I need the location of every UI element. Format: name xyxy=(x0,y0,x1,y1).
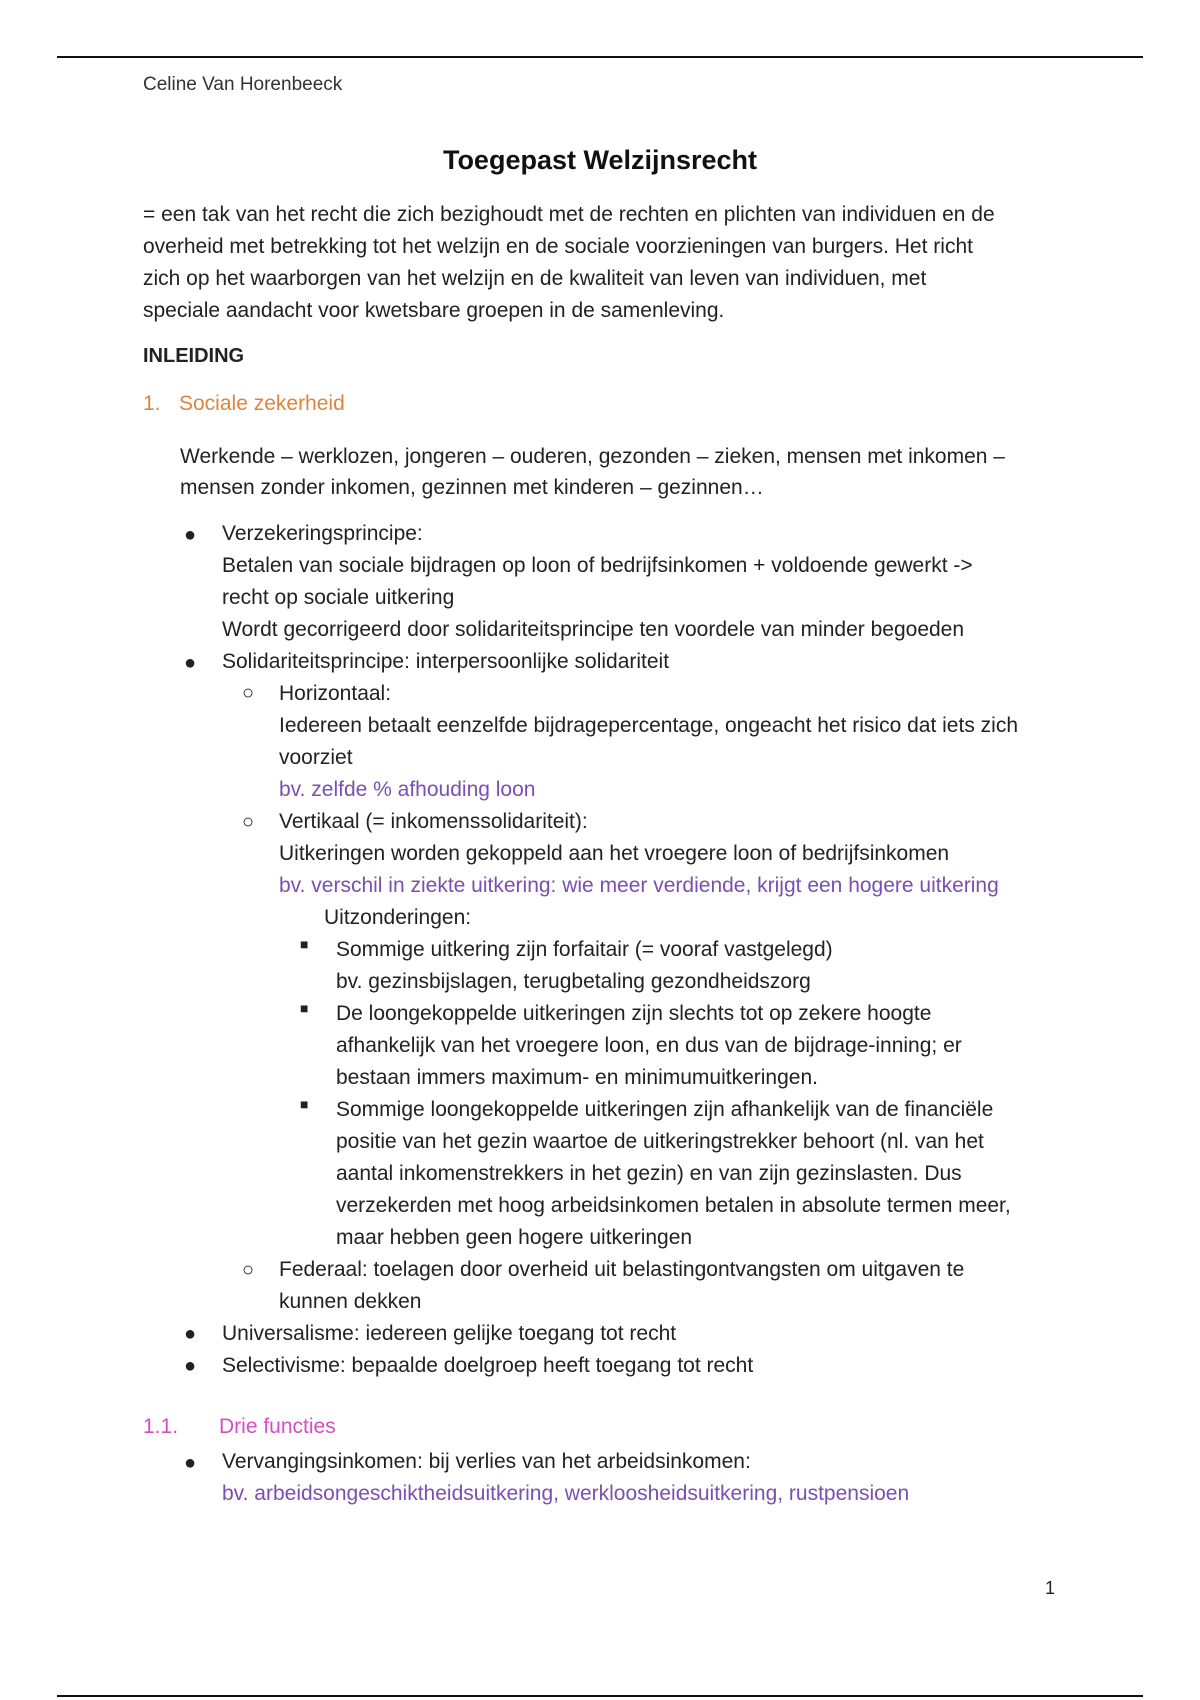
list-line: Wordt gecorrigeerd door solidariteitsprincipe ten voordele van minder begoeden xyxy=(222,618,965,641)
example-line: bv. arbeidsongeschiktheidsuitkering, werkloosheidsuitkering, rustpensioen xyxy=(222,1482,910,1505)
list-item-horizontaal xyxy=(279,678,1018,806)
list-line: voorziet xyxy=(279,746,353,769)
intro-line: speciale aandacht voor kwetsbare groepen in de samenleving. xyxy=(143,299,725,322)
bullet-square-icon: ■ xyxy=(300,1000,309,1016)
intro-line: overheid met betrekking tot het welzijn en de sociale voorzieningen van burgers. Het richt xyxy=(143,235,973,258)
list-line: bv. gezinsbijslagen, terugbetaling gezondheidszorg xyxy=(336,970,811,993)
footer-rule xyxy=(57,1695,1143,1697)
exception-item xyxy=(336,1094,1011,1254)
header-rule xyxy=(57,56,1143,58)
bullet-circle-icon: ○ xyxy=(242,811,255,833)
bullet-circle-icon: ○ xyxy=(242,682,255,704)
page-number: 1 xyxy=(1045,1578,1056,1598)
list-item-vervangingsinkomen xyxy=(222,1446,909,1510)
heading-1-1 xyxy=(143,1415,336,1439)
bullet-disc-icon: ● xyxy=(184,1355,197,1377)
example-line: bv. zelfde % afhouding loon xyxy=(279,778,536,801)
intro-line: = een tak van het recht die zich bezighoudt met de rechten en plichten van individuen en de xyxy=(143,203,995,226)
heading-text: Sociale zekerheid xyxy=(179,392,345,415)
exception-item xyxy=(336,998,962,1094)
list-item-verzekeringsprincipe xyxy=(222,518,973,646)
bullet-disc-icon: ● xyxy=(184,1323,197,1345)
document-title: Toegepast Welzijnsrecht xyxy=(442,145,758,175)
heading-number: 1. xyxy=(143,392,161,415)
list-line: maar hebben geen hogere uitkeringen xyxy=(336,1226,693,1249)
list-line: kunnen dekken xyxy=(279,1290,422,1313)
bullet-square-icon: ■ xyxy=(300,936,309,952)
list-line: bestaan immers maximum- en minimumuitkeringen. xyxy=(336,1066,818,1089)
list-line: Iedereen betaalt eenzelfde bijdragepercentage, ongeacht het risico dat iets zich xyxy=(279,714,1018,737)
groups-line: mensen zonder inkomen, gezinnen met kinderen – gezinnen… xyxy=(180,476,764,499)
exceptions-label: Uitzonderingen: xyxy=(324,906,472,929)
list-item-verticaal xyxy=(279,806,999,902)
heading-text: Drie functies xyxy=(219,1415,336,1438)
heading-1 xyxy=(143,392,345,416)
bullet-disc-icon: ● xyxy=(184,1452,197,1474)
list-line: De loongekoppelde uitkeringen zijn slechts tot op zekere hoogte xyxy=(336,1002,932,1025)
list-line: Verzekeringsprincipe: xyxy=(222,522,423,545)
groups-paragraph xyxy=(180,441,1060,503)
section-heading: INLEIDING xyxy=(143,345,245,367)
list-line: recht op sociale uitkering xyxy=(222,586,455,609)
list-line: Betalen van sociale bijdragen op loon of bedrijfsinkomen + voldoende gewerkt -> xyxy=(222,554,973,577)
list-line: positie van het gezin waartoe de uitkeringstrekker behoort (nl. van het xyxy=(336,1130,984,1153)
list-line: Sommige uitkering zijn forfaitair (= vooraf vastgelegd) xyxy=(336,938,833,961)
list-line: aantal inkomenstrekkers in het gezin) en van zijn gezinslasten. Dus xyxy=(336,1162,962,1185)
list-item-universalisme: Universalisme: iedereen gelijke toegang tot recht xyxy=(222,1322,677,1345)
list-item-solidariteitsprincipe: Solidariteitsprincipe: interpersoonlijke solidariteit xyxy=(222,650,670,673)
list-line: Federaal: toelagen door overheid uit belastingontvangsten om uitgaven te xyxy=(279,1258,965,1281)
list-line: afhankelijk van het vroegere loon, en dus van de bijdrage-inning; er xyxy=(336,1034,962,1057)
list-line: Vervangingsinkomen: bij verlies van het arbeidsinkomen: xyxy=(222,1450,751,1473)
list-line: Uitkeringen worden gekoppeld aan het vroegere loon of bedrijfsinkomen xyxy=(279,842,950,865)
intro-line: zich op het waarborgen van het welzijn en de kwaliteit van leven van individuen, met xyxy=(143,267,927,290)
list-line: Horizontaal: xyxy=(279,682,392,705)
heading-number: 1.1. xyxy=(143,1415,179,1438)
list-item-selectivisme: Selectivisme: bepaalde doelgroep heeft toegang tot recht xyxy=(222,1354,754,1377)
intro-paragraph xyxy=(143,199,1063,327)
example-line: bv. verschil in ziekte uitkering: wie meer verdiende, krijgt een hogere uitkering xyxy=(279,874,999,897)
groups-line: Werkende – werklozen, jongeren – ouderen, gezonden – zieken, mensen met inkomen – xyxy=(180,445,1005,468)
bullet-disc-icon: ● xyxy=(184,652,197,674)
list-line: Sommige loongekoppelde uitkeringen zijn afhankelijk van de financiële xyxy=(336,1098,994,1121)
list-line: verzekerden met hoog arbeidsinkomen betalen in absolute termen meer, xyxy=(336,1194,1011,1217)
bullet-square-icon: ■ xyxy=(300,1096,309,1112)
author-name: Celine Van Horenbeeck xyxy=(143,74,343,95)
list-line: Vertikaal (= inkomenssolidariteit): xyxy=(279,810,588,833)
exception-item xyxy=(336,934,833,998)
bullet-disc-icon: ● xyxy=(184,524,197,546)
list-item-federaal xyxy=(279,1254,964,1318)
bullet-circle-icon: ○ xyxy=(242,1259,255,1281)
